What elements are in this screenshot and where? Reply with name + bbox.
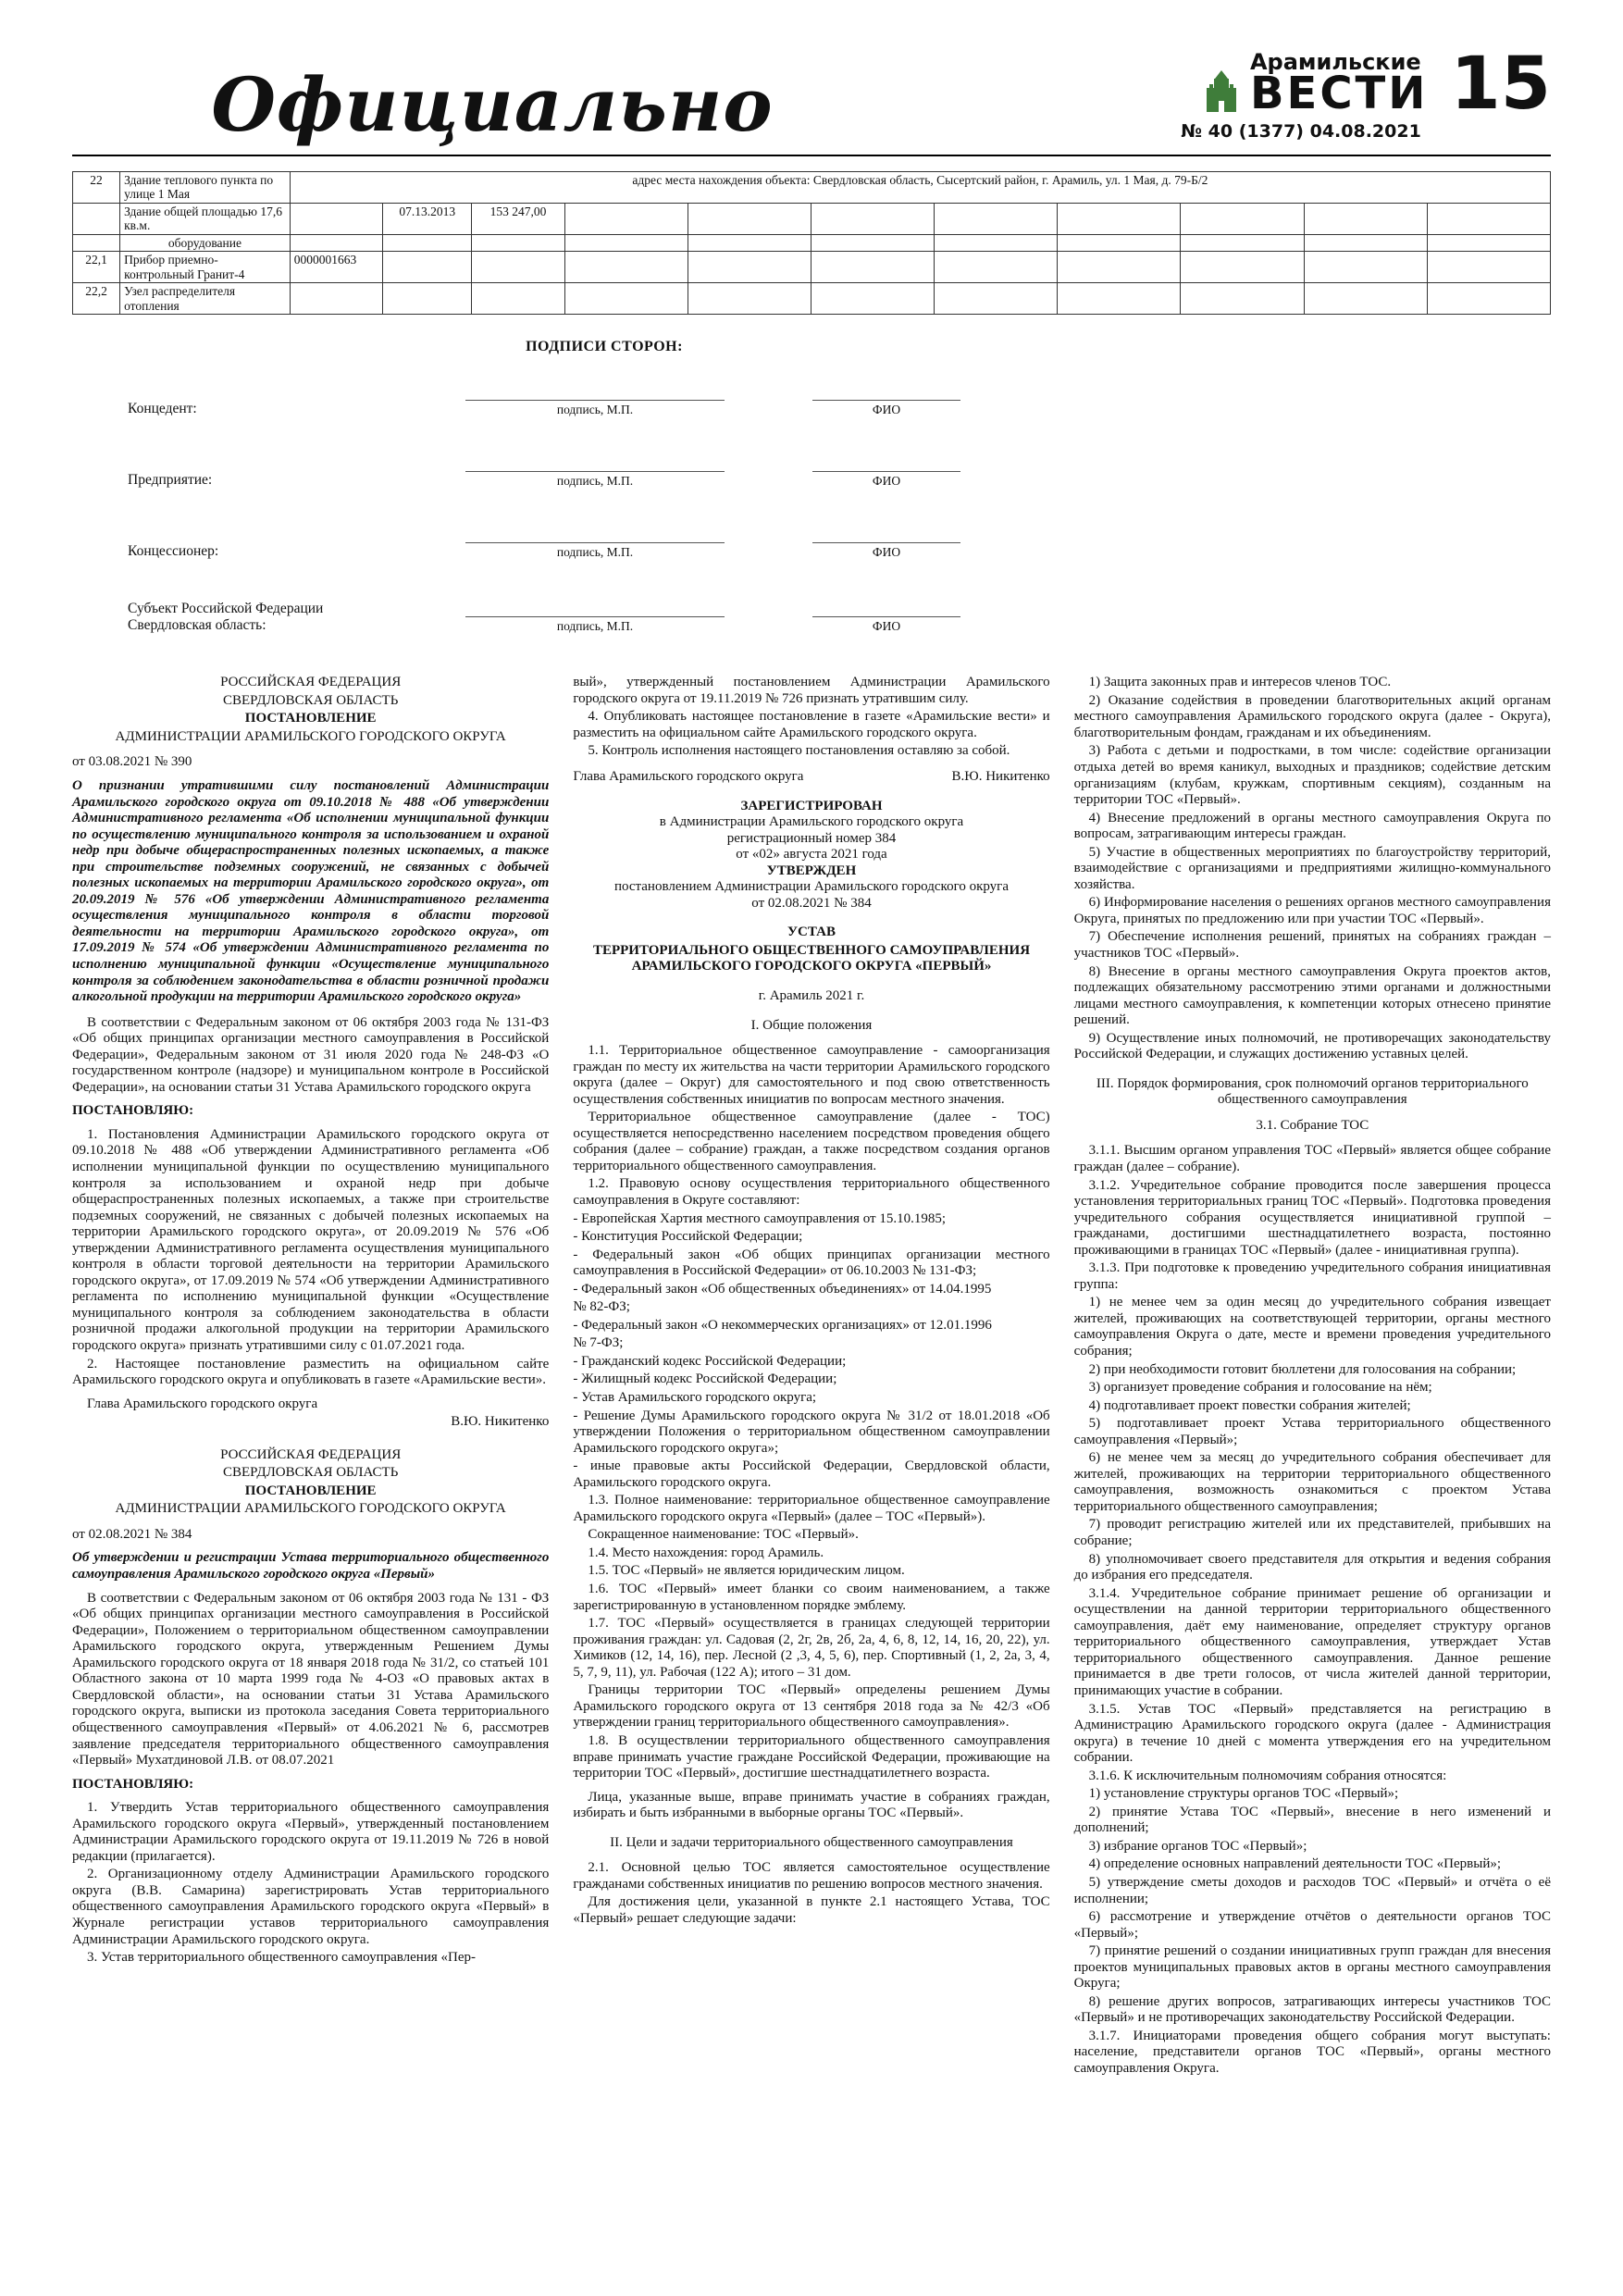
paragraph: 1. Постановления Администрации Арамильского городского округа от 09.10.2018 № 488 «Об утверждении Административного регламента «Об исполнении муниципальной функции по осуществлению муниципального контроля за использованием и охраной недр при добыче общераспространенных полезных ископаемых, а также при строительстве подземных сооружений, не связанных с добычей полезных ископаемых на территории Арамильского городского округа», от 20.09.2019 № 576 «Об утверждении Административного регламента осуществления муниципального контроля в области торговой деятельности на территории Арамильского городского округа», от 17.09.2019 № 574 «Об утверждении Административного регламента по исполнению муниципальной функции «Осуществление муниципального контроля за соблюдением законодательства в области розничной продажи алкогольной продукции на территории Арамильского городского округа» признать утратившими силу с 01.07.2021 года. [72, 1126, 550, 1354]
paragraph: 1.3. Полное наименование: территориальное общественное самоуправление Арамильского городского округа «Первый» (далее – ТОС «Первый»). [573, 1493, 1050, 1524]
signature-line-rule [465, 603, 725, 617]
table-cell [812, 203, 935, 234]
table-cell: Прибор приемно-контрольный Гранит-4 [120, 252, 291, 283]
registration-line: регистрационный номер 384 [726, 830, 897, 846]
table-cell [472, 252, 565, 283]
list-item: № 7-ФЗ; [573, 1335, 624, 1351]
doc-header-line: АДМИНИСТРАЦИИ АРАМИЛЬСКОГО ГОРОДСКОГО ОКРУГА [115, 1501, 506, 1517]
paragraph: Лица, указанные выше, вправе принимать участие в собраниях граждан, избирать и быть избранными в выборные органы ТОС «Первый». [573, 1789, 1050, 1821]
doc-date: от 03.08.2021 № 390 [72, 754, 192, 770]
doc-header-line: г. Арамиль 2021 г. [758, 987, 865, 1003]
doc-header-line: СВЕРДЛОВСКАЯ ОБЛАСТЬ [222, 692, 399, 708]
table-cell: оборудование [120, 234, 291, 252]
signatures-title: ПОДПИСИ СТОРОН: [526, 339, 683, 355]
signature-line [465, 458, 725, 489]
paragraph: 3.1.2. Учредительное собрание проводится после завершения процесса установления территориальных границ ТОС «Первый». Подготовка проведения учредительного собрания осуществляется инициативной группой – гражданами, достигшими шестнадцатилетнего возраста, постоянно проживающими в границах ТОС «Первый» (далее - инициативная группа). [1073, 1177, 1551, 1258]
table-cell [1427, 252, 1550, 283]
list-item: - Федеральный закон «Об общих принципах организации местного самоуправления в Российской Федерации» от 06.10.2003 № 131-ФЗ; [573, 1247, 1050, 1279]
doc-header-line: РОССИЙСКАЯ ФЕДЕРАЦИЯ [220, 1446, 402, 1462]
table-cell [1058, 252, 1181, 283]
signatory-name: В.Ю. Никитенко [951, 768, 1050, 784]
table-cell [1427, 203, 1550, 234]
signatory-title: Глава Арамильского городского округа [573, 768, 804, 784]
fio-line [812, 458, 960, 489]
paragraph: 3.1.4. Учредительное собрание принимает решение об организации и осуществлении на данной территории территориального общественного самоуправления, даёт ему наименование, определяет структуру органов территориального общественного самоуправления, утверждает Устав территориального общественного самоуправления. Данное решение принимается в две трети голосов, от числа жителей данной территории, принимающих участие в собрании. [1073, 1585, 1551, 1698]
doc-header-line: III. Порядок формирования, срок полномочий органов территориального общественного самоуправления [1096, 1075, 1529, 1108]
table-cell [688, 203, 811, 234]
coat-of-arms-icon [1202, 69, 1241, 116]
table-cell: 153 247,00 [472, 203, 565, 234]
table-cell [564, 283, 688, 315]
paragraph: Границы территории ТОС «Первый» определены решением Думы Арамильского городского округа от 13 сентября 2018 года за № 42/3 «Об утверждении границ территориального общественного самоуправления». [573, 1682, 1050, 1731]
article-columns [72, 675, 1551, 2079]
paragraph: 2) принятие Устава ТОС «Первый», внесение в него изменений и дополнений; [1073, 1804, 1551, 1836]
column-3 [1074, 675, 1551, 2079]
registration-line: от «02» августа 2021 года [736, 847, 887, 863]
paragraph: 4) Внесение предложений в органы местного самоуправления Округа по вопросам, затрагивающим интересы граждан. [1073, 810, 1551, 842]
paragraph: 1) Защита законных прав и интересов членов ТОС. [1088, 675, 1392, 690]
masthead-divider [72, 155, 1551, 156]
paragraph: Территориальное общественное самоуправление (далее - ТОС) осуществляется непосредственно населением посредством проведения общего собрания (далее – собрание) граждан, а также посредством создания органов территориального общественного самоуправления. [573, 1110, 1050, 1173]
signature-party-label: Предприятие: [128, 472, 213, 489]
list-item: № 82-ФЗ; [573, 1299, 630, 1315]
table-row [73, 252, 1551, 283]
resolution-heading: ПОСТАНОВЛЯЮ: [72, 1776, 194, 1792]
signature-party-label: Концедент: [128, 401, 197, 417]
paragraph: вый», утвержденный постановлением Администрации Арамильского городского округа от 19.11.2019 № 726 признать утратившим силу. [573, 675, 1050, 706]
paragraph: 6) Информирование населения о решениях органов местного самоуправления Округа, принятых по предложению или при участии ТОС «Первый». [1073, 895, 1551, 926]
fio-line-rule [812, 458, 960, 472]
signature-party-label: Концессионер: [128, 543, 219, 560]
fio-line-caption: ФИО [872, 474, 901, 489]
paragraph: 5) утверждение сметы доходов и расходов ТОС «Первый» и отчёта о её исполнении; [1073, 1874, 1551, 1906]
doc-header-line: I. Общие положения [750, 1017, 873, 1033]
signatory-name: В.Ю. Никитенко [451, 1414, 550, 1430]
column-2 [573, 675, 1049, 2079]
table-row [73, 203, 1551, 234]
registration-line: постановлением Администрации Арамильского городского округа [613, 879, 1009, 895]
masthead [72, 43, 1551, 148]
paragraph: 6) рассмотрение и утверждение отчётов о деятельности органов ТОС «Первый»; [1073, 1909, 1551, 1941]
fio-line-rule [812, 603, 960, 617]
paragraph: 7) принятие решений о создании инициативных групп граждан для внесения проектов муниципальных правовых актов в органы местного самоуправления Округа; [1073, 1943, 1551, 1992]
list-item: - Гражданский кодекс Российской Федерации; [573, 1353, 847, 1369]
paragraph: В соответствии с Федеральным законом от 06 октября 2003 года № 131 - ФЗ «Об общих принципах организации местного самоуправления в Российской Федерации», Положением о территориальном общественном самоуправлении Арамильского городского округа, утвержденным Решением Думы Арамильского городского округа от 18 января 2018 года № 31/2, со статьей 101 Областного закона от 10 марта 1999 года № 4-ОЗ «О правовых актах в Свердловской области», на основании статьи 31 Устава Арамильского городского округа, выписки из протокола заседания Совета территориального общественного самоуправления «Первый» от 4.06.2021 № 6, рассмотрев заявление председателя территориального общественного самоуправления «Первый» Мухатдиновой Л.В. от 08.07.2021 [72, 1590, 550, 1769]
table-cell: Здание общей площадью 17,6 кв.м. [120, 203, 291, 234]
table-cell [1181, 234, 1304, 252]
table-cell [73, 234, 120, 252]
table-cell [290, 234, 383, 252]
table-cell: Узел распределителя отопления [120, 283, 291, 315]
signature-line-rule [465, 529, 725, 543]
signature-line-caption: подпись, М.П. [556, 619, 634, 634]
paragraph: Сокращенное наименование: ТОС «Первый». [588, 1527, 859, 1543]
registration-line: от 02.08.2021 № 384 [751, 895, 872, 911]
table-cell [1304, 283, 1427, 315]
paragraph: 4) подготавливает проект повестки собрания жителей; [1088, 1397, 1411, 1413]
signature-row [72, 601, 1136, 634]
paragraph: 7) проводит регистрацию жителей или их представителей, прибывших на собрание; [1073, 1517, 1551, 1549]
brand-block [1153, 43, 1551, 142]
paragraph: 9) Осуществление иных полномочий, не противоречащих законодательству Российской Федерации, и служащих достижению уставных целей. [1073, 1030, 1551, 1062]
column-1 [72, 675, 549, 2079]
table-cell [688, 252, 811, 283]
registration-block [573, 799, 1049, 912]
fio-line [812, 387, 960, 417]
brand-row [1153, 43, 1551, 127]
list-item: - иные правовые акты Российской Федерации, Свердловской области, Арамильского городского округа. [573, 1458, 1050, 1490]
table-cell [1427, 283, 1550, 315]
fio-line-rule [812, 529, 960, 543]
paragraph: 3. Устав территориального общественного самоуправления «Пер- [87, 1950, 476, 1966]
table-cell: Здание теплового пункта по улице 1 Мая [120, 171, 291, 203]
signature-row [72, 458, 1136, 489]
table-row [73, 234, 1551, 252]
table-cell [812, 283, 935, 315]
doc-heading: УСТАВ [787, 925, 836, 940]
doc-heading: ПОСТАНОВЛЕНИЕ [244, 1483, 377, 1498]
table-cell: 07.13.2013 [383, 203, 472, 234]
fio-line-rule [812, 387, 960, 401]
table-cell: 22,2 [73, 283, 120, 315]
list-item: - Федеральный закон «Об общественных объединениях» от 14.04.1995 [573, 1281, 992, 1297]
list-item: - Конституция Российской Федерации; [573, 1229, 803, 1245]
paragraph: 7) Обеспечение исполнения решений, принятых на собраниях граждан – участников ТОС «Первый». [1073, 929, 1551, 961]
paragraph: 3.1.5. Устав ТОС «Первый» представляется на регистрацию в Администрацию Арамильского городского округа (далее - Администрация округа) в течение 10 дней с момента утверждения его на учредительном собрании. [1073, 1701, 1551, 1766]
table-cell [472, 234, 565, 252]
table-cell [564, 203, 688, 234]
table-cell [472, 283, 565, 315]
list-item: - Жилищный кодекс Российской Федерации; [573, 1371, 837, 1387]
table-cell [935, 252, 1058, 283]
table-cell [290, 203, 383, 234]
table-cell [1181, 203, 1304, 234]
doc-title: Об утверждении и регистрации Устава территориального общественного самоуправления Арамильского городского округа «Первый» [72, 1550, 550, 1582]
signature-line [465, 603, 725, 634]
table-cell: 22 [73, 171, 120, 203]
table-cell [688, 283, 811, 315]
signature-rows [72, 387, 1136, 634]
table-cell [73, 203, 120, 234]
section-title: Официально [211, 60, 774, 148]
list-item: - Европейская Хартия местного самоуправления от 15.10.1985; [573, 1210, 946, 1226]
table-cell [1058, 283, 1181, 315]
fio-line [812, 529, 960, 560]
signature-party-label: Субъект Российской Федерации Свердловская область: [128, 601, 324, 634]
issue-info: № 40 (1377) 04.08.2021 [1181, 120, 1421, 142]
signature-line-caption: подпись, М.П. [556, 474, 634, 489]
signature-row [72, 529, 1136, 560]
table-cell [1304, 234, 1427, 252]
paragraph: 2. Настоящее постановление разместить на официальном сайте Арамильского городского округа и опубликовать в газете «Арамильские вести». [72, 1356, 550, 1388]
paragraph: 6) не менее чем за месяц до учредительного собрания обеспечивает для жителей, проживающих на территории территориального общественного самоуправления, возможность ознакомиться с проектом Устава территориального общественного самоуправления; [1073, 1450, 1551, 1514]
resolution-heading: ПОСТАНОВЛЯЮ: [72, 1103, 194, 1119]
doc-heading: ТЕРРИТОРИАЛЬНОГО ОБЩЕСТВЕННОГО САМОУПРАВЛЕНИЯ АРАМИЛЬСКОГО ГОРОДСКОГО ОКРУГА «ПЕРВЫЙ» [592, 942, 1031, 974]
paragraph: 3) организует проведение собрания и голосование на нём; [1088, 1380, 1432, 1396]
table-row [73, 283, 1551, 315]
table-cell [1304, 252, 1427, 283]
paragraph: 1.7. ТОС «Первый» осуществляется в границах следующей территории проживания граждан: ул. Садовая (2, 2г, 2в, 2б, 2а, 4, 6, 8, 12, 14, 16, 20, 22), ул. Химиков (12, 14, 16), пер. Лесной (2 ,3, 4, 5, 6), пер. Спортивный (1, 2, 2а, 3, 4, 5, 7, 9, 11), ул. Рабочая (122 А); итого – 31 дом. [573, 1616, 1050, 1680]
brand-names [1249, 49, 1429, 119]
registration-line: ЗАРЕГИСТРИРОВАН [740, 798, 883, 813]
asset-table [72, 171, 1551, 316]
table-cell [383, 283, 472, 315]
signatures-section [72, 339, 1136, 634]
paragraph: 2.1. Основной целью ТОС является самостоятельное осуществление гражданами собственных инициатив по решению вопросов местного значения. [573, 1860, 1050, 1892]
doc-header-line: 3.1. Собрание ТОС [1256, 1117, 1369, 1133]
table-cell [564, 252, 688, 283]
signature-line-caption: подпись, М.П. [556, 403, 634, 417]
paragraph: 3) Работа с детьми и подростками, в том числе: содействие организации отдыха детей во время каникул, выходных и праздников; содействие детским организациям (клубам, кружкам, спортивным секциям), созданным на территории ТОС «Первый». [1073, 743, 1551, 808]
paragraph: 1) не менее чем за один месяц до учредительного собрания извещает жителей, проживающих на соответствующей территории, органы местного самоуправления Округа о дате, месте и времени проведения учредительного собрания; [1073, 1295, 1551, 1359]
paragraph: 1.6. ТОС «Первый» имеет бланки со своим наименованием, а также зарегистрированную в установленном порядке эмблему. [573, 1582, 1050, 1613]
doc-header-line: СВЕРДЛОВСКАЯ ОБЛАСТЬ [222, 1465, 399, 1481]
paragraph: 5) подготавливает проект Устава территориального общественного самоуправления «Первый»; [1073, 1416, 1551, 1447]
fio-line [812, 603, 960, 634]
list-item: - Устав Арамильского городского округа; [573, 1390, 817, 1406]
paragraph: 4) определение основных направлений деятельности ТОС «Первый»; [1088, 1856, 1502, 1872]
paragraph: 3.1.6. К исключительным полномочиям собрания относятся: [1088, 1768, 1447, 1783]
paragraph: 1.5. ТОС «Первый» не является юридическим лицом. [588, 1563, 905, 1579]
doc-heading: ПОСТАНОВЛЕНИЕ [244, 711, 377, 726]
signature-line-rule [465, 387, 725, 401]
fio-line-caption: ФИО [872, 403, 901, 417]
paragraph: Глава Арамильского городского округа [87, 1396, 318, 1411]
paragraph: 2) Оказание содействия в проведении благотворительных акций органам местного самоуправления Арамильского городского округа (далее - Округа), благотворительным фондам, гражданам и их объединениям. [1073, 692, 1551, 740]
table-cell: 22,1 [73, 252, 120, 283]
doc-header-line: АДМИНИСТРАЦИИ АРАМИЛЬСКОГО ГОРОДСКОГО ОКРУГА [115, 728, 506, 744]
table-cell [812, 234, 935, 252]
doc-title: О признании утратившими силу постановлений Администрации Арамильского городского округа от 09.10.2018 № 488 «Об утверждении Административного регламента «Об исполнении муниципальной функции по осуществлению муниципального контроля за использованием и охраной недр при добыче общераспространенных полезных ископаемых, а также при строительстве подземных сооружений, не связанных с добычей полезных ископаемых на территории Арамильского городского округа», от 20.09.2019 № 576 «Об утверждении Административного регламента осуществления муниципального контроля в области торговой деятельности на территории Арамильского городского округа», от 17.09.2019 № 574 «Об утверждении Административного регламента по исполнению муниципальной функции «Осуществление муниципального контроля за соблюдением законодательства в области розничной продажи алкогольной продукции на территории Арамильского городского округа» [72, 777, 550, 1005]
fio-line-caption: ФИО [872, 619, 901, 634]
list-item: - Решение Думы Арамильского городского округа № 31/2 от 18.01.2018 «Об утверждении Положения о территориальном общественном самоуправлении Арамильского городского округа»; [573, 1408, 1050, 1456]
table-cell [564, 234, 688, 252]
table-cell [1427, 234, 1550, 252]
table-cell [935, 203, 1058, 234]
table-cell [935, 234, 1058, 252]
paragraph: 3.1.3. При подготовке к проведению учредительного собрания инициативная группа: [1073, 1260, 1551, 1292]
paragraph: 5. Контроль исполнения настоящего постановления оставляю за собой. [588, 743, 1010, 759]
table-cell [290, 283, 383, 315]
table-cell: 0000001663 [290, 252, 383, 283]
table-cell [1304, 203, 1427, 234]
paragraph: 3.1.1. Высшим органом управления ТОС «Первый» является общее собрание граждан (далее – собрание). [1073, 1143, 1551, 1174]
table-cell [688, 234, 811, 252]
signature-line [465, 387, 725, 417]
signature-line-rule [465, 458, 725, 472]
doc-header-line: II. Цели и задачи территориального общественного самоуправления [610, 1834, 1013, 1850]
list-item: - Федеральный закон «О некоммерческих организациях» от 12.01.1996 [573, 1317, 992, 1333]
table-cell [935, 283, 1058, 315]
registration-line: в Администрации Арамильского городского округа [659, 814, 964, 830]
paragraph: 4. Опубликовать настоящее постановление в газете «Арамильские вести» и разместить на официальном сайте Арамильского городского округа. [573, 709, 1050, 740]
table-cell [1058, 203, 1181, 234]
doc-date: от 02.08.2021 № 384 [72, 1526, 192, 1542]
brand-name-bottom: ВЕСТИ [1249, 68, 1429, 119]
doc-header-line: РОССИЙСКАЯ ФЕДЕРАЦИЯ [220, 675, 402, 690]
signature-line [465, 529, 725, 560]
signature-row [72, 387, 1136, 417]
paragraph: 5) Участие в общественных мероприятиях по благоустройству территорий, взаимодействие с организациями и предприятиями жилищно-коммунального хозяйства. [1073, 844, 1551, 892]
table-cell [1181, 252, 1304, 283]
brand-name-top: Арамильские [1249, 49, 1421, 75]
table-cell [1058, 234, 1181, 252]
paragraph: 8) Внесение в органы местного самоуправления Округа проектов актов, подлежащих обязательному рассмотрению этими органами и должностными лицами местного самоуправления, к компетенции которых отнесено принятие решений. [1073, 963, 1551, 1028]
paragraph: 8) уполномочивает своего представителя для открытия и ведения собрания до избрания его председателя. [1073, 1551, 1551, 1583]
paragraph: В соответствии с Федеральным законом от 06 октября 2003 года № 131-ФЗ «Об общих принципах организации местного самоуправления в Российской Федерации», Федеральным законом от 31 июля 2020 года № 248-ФЗ «О государственном контроле (надзоре) и муниципальном контроле в Российской Федерации», на основании статьи 31 Устава Арамильского городского округа [72, 1014, 550, 1095]
paragraph: 1. Утвердить Устав территориального общественного самоуправления Арамильского городского округа «Первый», утвержденный постановлением Администрации Арамильского городского округа от 19.11.2019 № 726 в новой редакции (прилагается). [72, 1800, 550, 1864]
page-number: 15 [1450, 43, 1551, 127]
paragraph: 1.4. Место нахождения: город Арамиль. [588, 1545, 824, 1560]
paragraph: 2. Организационному отделу Администрации Арамильского городского округа (В.В. Самарина) зарегистрировать Устав территориального общественного самоуправления Арамильского городского округа «Первый» в Журнале регистрации уставов территориального самоуправления Администрации Арамильского городского округа. [72, 1867, 550, 1947]
paragraph: 3) избрание органов ТОС «Первый»; [1088, 1838, 1307, 1854]
table-cell [383, 252, 472, 283]
table-cell [1181, 283, 1304, 315]
paragraph: 1.2. Правовую основу осуществления территориального общественного самоуправления в Округе составляют: [573, 1176, 1050, 1208]
paragraph: Для достижения цели, указанной в пункте 2.1 настоящего Устава, ТОС «Первый» решает следующие задачи: [573, 1894, 1050, 1926]
paragraph: 2) при необходимости готовит бюллетени для голосования на собрании; [1088, 1361, 1517, 1377]
signature-line-caption: подпись, М.П. [556, 545, 634, 560]
paragraph: 8) решение других вопросов, затрагивающих интересы участников ТОС «Первый» и не противоречащих законодательству Российской Федерации. [1073, 1993, 1551, 2026]
table-row [73, 171, 1551, 203]
table-cell [383, 234, 472, 252]
fio-line-caption: ФИО [872, 545, 901, 560]
paragraph: 1) установление структуры органов ТОС «Первый»; [1088, 1786, 1399, 1802]
paragraph: 1.1. Территориальное общественное самоуправление - самоорганизация граждан по месту их жительства на части территории Арамильского городского округа (далее – Округ) для самостоятельного и под свою ответственность осуществления собственных инициатив по вопросам местного значения. [573, 1043, 1050, 1107]
registration-line: УТВЕРЖДЕН [766, 863, 857, 878]
table-cell [812, 252, 935, 283]
table-cell: адрес места нахождения объекта: Свердловская область, Сысертский район, г. Арамиль, ул. 1 Мая, д. 79-Б/2 [290, 171, 1550, 203]
paragraph: 3.1.7. Инициаторами проведения общего собрания могут выступать: население, представители органов ТОС «Первый», органы местного самоуправления Округа. [1073, 2028, 1551, 2076]
signatory-row [573, 769, 1049, 786]
paragraph: 1.8. В осуществлении территориального общественного самоуправления вправе принимать участие граждане Российской Федерации, проживающие на территории ТОС «Первый», достигшие шестнадцатилетнего возраста. [573, 1732, 1050, 1781]
